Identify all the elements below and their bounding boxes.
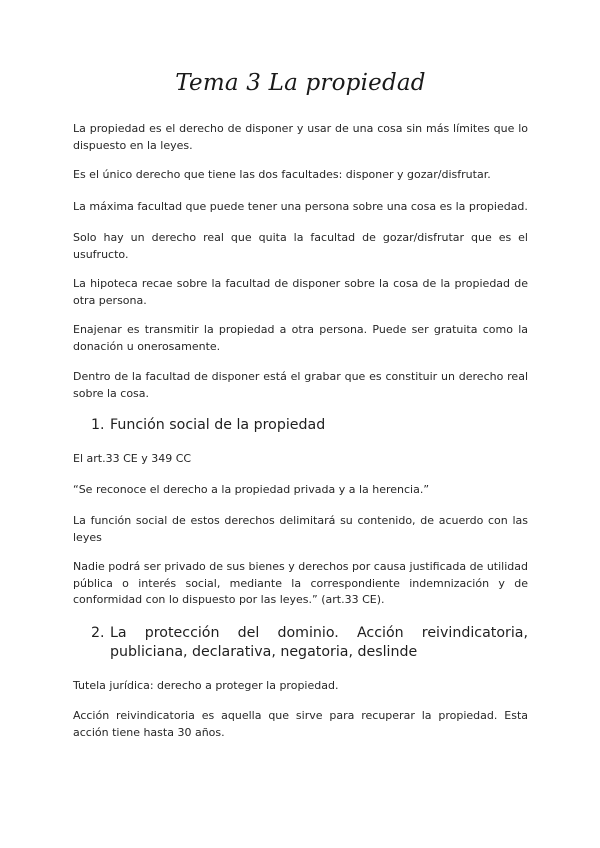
paragraph-tutela: Tutela jurídica: derecho a proteger la propiedad. bbox=[73, 679, 339, 692]
section-number: 1. bbox=[91, 417, 105, 433]
section-number: 2. bbox=[91, 625, 105, 641]
section-heading-line1: La protección del dominio. Acción reivindicatoria, bbox=[110, 625, 528, 641]
paragraph-usufructo: Solo hay un derecho real que quita la facultad de gozar/disfrutar que es el usufructo. bbox=[73, 231, 528, 261]
paragraph-maxima-facultad: La máxima facultad que puede tener una persona sobre una cosa es la propiedad. bbox=[73, 200, 528, 213]
paragraph-articulos: El art.33 CE y 349 CC bbox=[73, 452, 192, 465]
paragraph-nadie-privado: Nadie podrá ser privado de sus bienes y derechos por causa justificada de utilidad pública o interés social, mediante la correspondiente indemnización y de conformidad con lo dispuesto por las leyes.” (art.33 CE). bbox=[73, 560, 528, 606]
paragraph-definition: La propiedad es el derecho de disponer y usar de una cosa sin más límites que lo dispuesto en la leyes. bbox=[73, 122, 528, 152]
section-heading-proteccion bbox=[91, 624, 528, 662]
section-heading-line2: publiciana, declarativa, negatoria, deslinde bbox=[110, 644, 418, 660]
paragraph-accion-reivindicatoria: Acción reivindicatoria es aquella que sirve para recuperar la propiedad. Esta acción tiene hasta 30 años. bbox=[73, 709, 528, 739]
paragraph-funcion-social: La función social de estos derechos delimitará su contenido, de acuerdo con las leyes bbox=[73, 514, 528, 544]
paragraph-hipoteca: La hipoteca recae sobre la facultad de disponer sobre la cosa de la propiedad de otra persona. bbox=[73, 277, 528, 307]
section-heading-text: Función social de la propiedad bbox=[110, 417, 326, 433]
section-heading-funcion-social bbox=[91, 416, 528, 435]
paragraph-grabar: Dentro de la facultad de disponer está el grabar que es constituir un derecho real sobre la cosa. bbox=[73, 370, 528, 400]
paragraph-facultades: Es el único derecho que tiene las dos facultades: disponer y gozar/disfrutar. bbox=[73, 168, 491, 181]
page-title: Tema 3 La propiedad bbox=[175, 70, 426, 96]
paragraph-enajenar: Enajenar es transmitir la propiedad a otra persona. Puede ser gratuita como la donación u onerosamente. bbox=[73, 323, 528, 353]
paragraph-quote: “Se reconoce el derecho a la propiedad privada y a la herencia.” bbox=[73, 483, 430, 496]
